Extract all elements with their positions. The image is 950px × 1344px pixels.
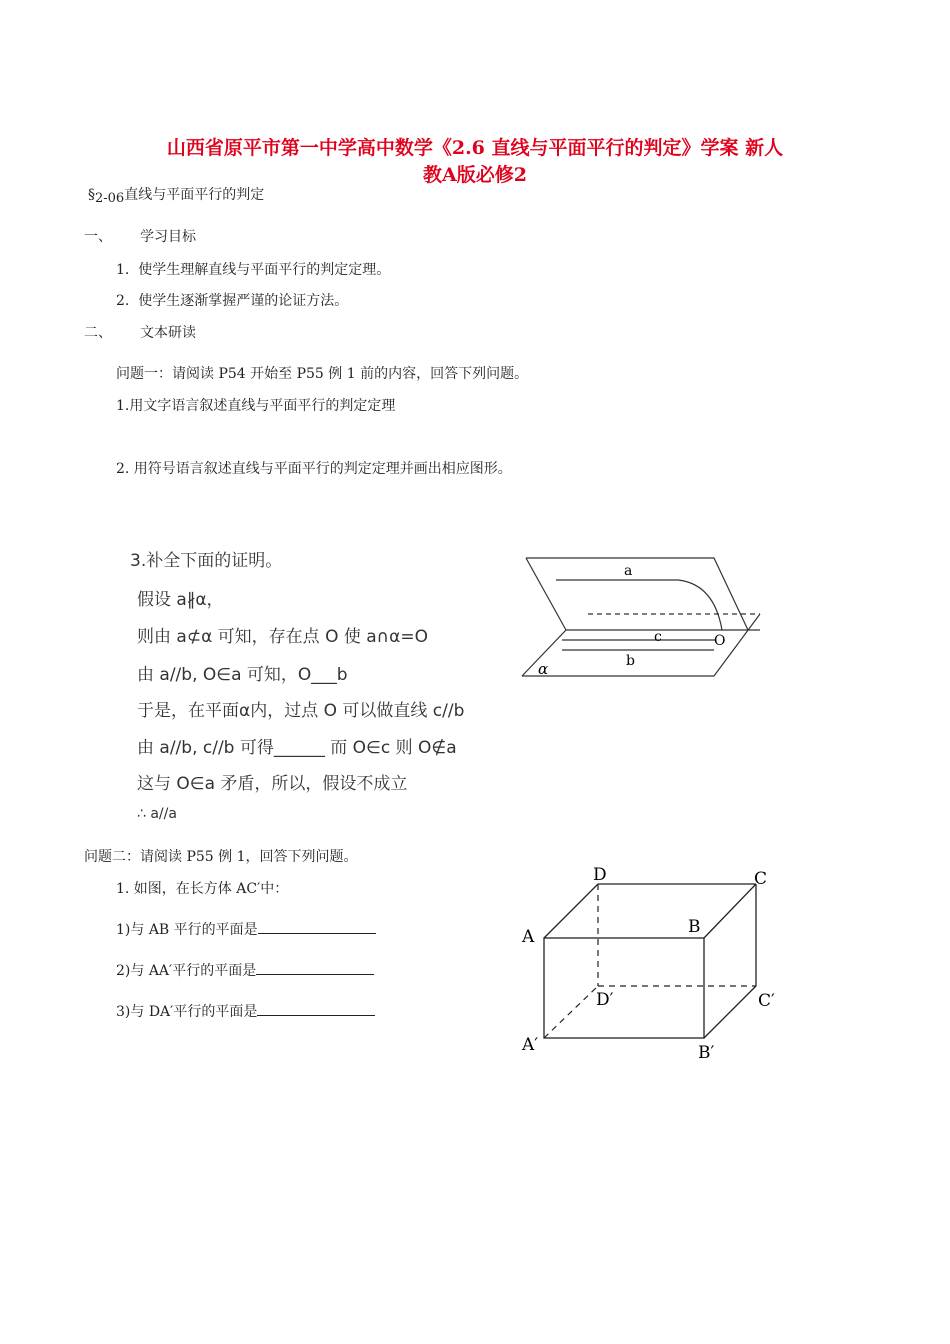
proof-line-4: 于是，在平面α内，过点 O 可以做直线 c//b xyxy=(137,701,465,721)
section-header xyxy=(88,184,264,204)
part1-heading: 学习目标 xyxy=(140,229,196,245)
vertex-C-label: C xyxy=(754,869,768,889)
objective-item-1 xyxy=(116,259,390,279)
vertex-D-label: D xyxy=(593,865,607,885)
label-a: a xyxy=(624,563,633,579)
answer-blank[interactable] xyxy=(256,960,374,975)
proof-line-6: 这与 O∈a 矛盾，所以，假设不成立 xyxy=(137,774,408,794)
proof-line-2: 则由 a⊄α 可知，存在点 O 使 a∩α=O xyxy=(137,627,428,647)
sub-question-text: 3)与 DA′平行的平面是 xyxy=(116,1004,258,1020)
question-2-sub-3 xyxy=(116,1001,375,1021)
vertex-A-label: A xyxy=(522,927,535,947)
proof-conclusion: ∴ a//a xyxy=(137,806,177,822)
question-2-sub-2 xyxy=(116,960,374,980)
sub-question-text: 1)与 AB 平行的平面是 xyxy=(116,922,258,938)
vertex-A1-label: A′ xyxy=(522,1035,539,1055)
vertex-C1-label: C′ xyxy=(758,991,775,1011)
objective-item-2 xyxy=(116,290,348,310)
objective-number: 1. xyxy=(116,262,130,278)
label-o: O xyxy=(714,633,726,649)
section-title: 直线与平面平行的判定 xyxy=(124,187,265,203)
question-1-intro: 问题一：请阅读 P54 开始至 P55 例 1 前的内容，回答下列问题。 xyxy=(116,366,529,382)
proof-line-3: 由 a//b, O∈a 可知，O___b xyxy=(137,665,348,685)
upper-plane-left-edge xyxy=(526,558,566,630)
part1-number: 一、 xyxy=(84,229,112,245)
part2-heading: 文本研读 xyxy=(140,325,196,341)
cuboid-figure xyxy=(518,862,788,1072)
question-1-item-2: 2. 用符号语言叙述直线与平面平行的判定定理并画出相应图形。 xyxy=(116,461,512,477)
document-title-line-1: 山西省原平市第一中学高中数学《2.6 直线与平面平行的判定》学案 新人 xyxy=(166,137,784,159)
edge-BC xyxy=(704,884,756,938)
vertex-B1-label: B′ xyxy=(698,1043,715,1063)
objective-text: 使学生理解直线与平面平行的判定定理。 xyxy=(138,262,391,278)
upper-plane-edge xyxy=(526,558,748,630)
front-face xyxy=(544,938,704,1038)
vertex-D1-label: D′ xyxy=(596,990,614,1010)
question-2-intro: 问题二：请阅读 P55 例 1，回答下列问题。 xyxy=(84,849,358,865)
objective-number: 2. xyxy=(116,293,130,309)
section-code: 2-06 xyxy=(95,191,125,206)
section-symbol: § xyxy=(88,187,95,203)
question-1-item-1: 1.用文字语言叙述直线与平面平行的判定定理 xyxy=(116,398,396,414)
edge-A1D1-hidden xyxy=(544,986,598,1038)
proof-title: 3.补全下面的证明。 xyxy=(130,551,283,571)
part2-number: 二、 xyxy=(84,325,112,341)
proof-line-5: 由 a//b, c//b 可得______ 而 O∈c 则 O∉a xyxy=(137,738,457,758)
edge-AD xyxy=(544,884,598,938)
answer-blank[interactable] xyxy=(258,919,376,934)
document-title-line-2: 教A版必修2 xyxy=(423,164,527,186)
vertex-B-label: B xyxy=(688,917,701,937)
sub-question-text: 2)与 AA′平行的平面是 xyxy=(116,963,257,979)
question-2-item-1: 1. 如图，在长方体 AC′中： xyxy=(116,881,289,897)
plane-line-figure xyxy=(518,552,768,682)
proof-line-1: 假设 a∦α， xyxy=(137,590,224,610)
label-alpha: α xyxy=(538,660,549,678)
objective-text: 使学生逐渐掌握严谨的论证方法。 xyxy=(138,293,349,309)
question-2-sub-1 xyxy=(116,919,376,939)
label-c: c xyxy=(654,629,662,645)
answer-blank[interactable] xyxy=(257,1001,375,1016)
line-a xyxy=(556,580,722,630)
edge-B1C1 xyxy=(704,986,756,1038)
label-b: b xyxy=(626,653,635,669)
